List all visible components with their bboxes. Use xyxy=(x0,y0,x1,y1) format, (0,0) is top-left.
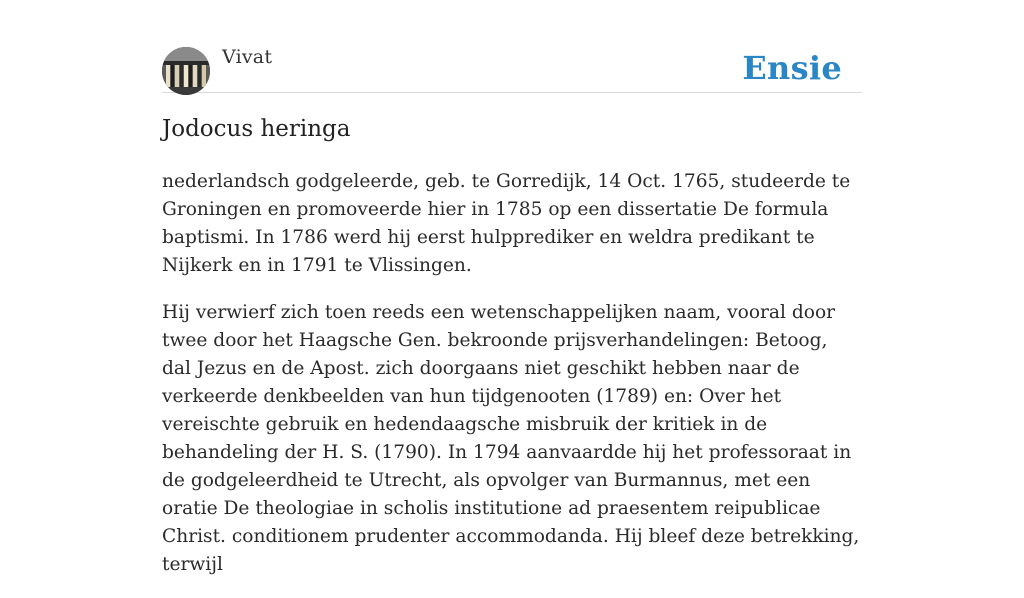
source-name[interactable]: Vivat xyxy=(222,46,273,68)
article-body xyxy=(162,168,862,598)
page-header xyxy=(162,0,862,93)
book-spines-icon xyxy=(162,47,210,95)
page-content xyxy=(162,0,862,575)
article-paragraph: Hij verwierf zich toen reeds een wetenschappelijken naam, vooral door twee door het Haagsche Gen. bekroonde prijsverhandelingen: Betoog, dal Jezus en de Apost. zich doorgaans niet geschikt hebben naar de verkeerde denkbeelden van hun tijdgenooten (1789) en: Over het vereischte gebruik en hedendaagsche misbruik der kritiek in de behandeling der H. S. (1790). In 1794 aanvaardde hij het professoraat in de godgeleerdheid te Utrecht, als opvolger van Burmannus, met een oratie De theologiae in scholis institutione ad praesentem reipublicae Christ. conditionem prudenter accommodanda. Hij bleef deze betrekking, terwijl xyxy=(162,302,860,575)
brand-logo[interactable]: Ensie xyxy=(742,49,842,87)
avatar[interactable] xyxy=(162,47,210,95)
article-paragraph: nederlandsch godgeleerde, geb. te Gorredijk, 14 Oct. 1765, studeerde te Groningen en promoveerde hier in 1785 op een dissertatie De formula baptismi. In 1786 werd hij eerst hulpprediker en weldra predikant te Nijkerk en in 1791 te Vlissingen. xyxy=(162,171,851,276)
page-title: Jodocus heringa xyxy=(162,116,351,142)
